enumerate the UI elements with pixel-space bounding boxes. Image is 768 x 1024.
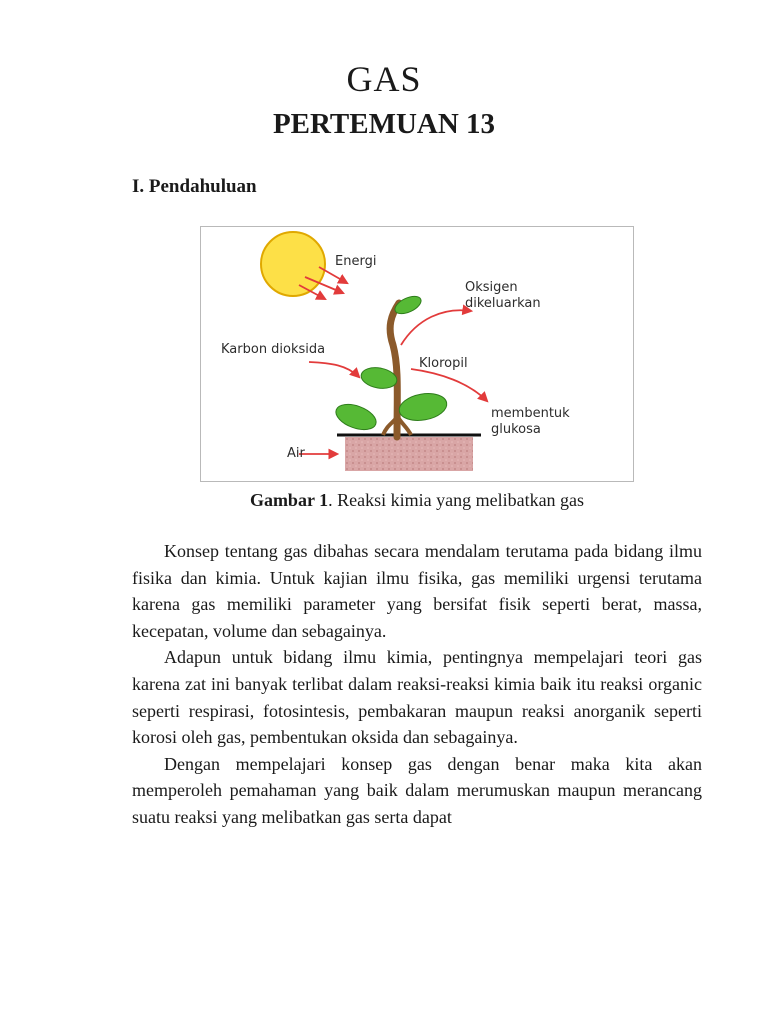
label-chlorophyll: Kloropil [419,356,468,371]
paragraph-2: Adapun untuk bidang ilmu kimia, pentingnya mempelajari teori gas karena zat ini banyak terlibat dalam reaksi-reaksi kimia baik itu reaksi organic seperti respirasi, fotosintesis, pembakaran maupun reaksi anorganik seperti korosi oleh gas, pembentukan oksida dan sebagainya. [132,647,702,748]
sun-icon [261,232,325,296]
soil [345,437,473,471]
label-carbon-dioxide: Karbon dioksida [221,342,326,357]
photosynthesis-diagram [201,227,633,481]
document-subtitle: PERTEMUAN 13 [272,108,496,140]
paragraph-1: Konsep tentang gas dibahas secara mendalam terutama pada bidang ilmu fisika dan kimia. Untuk kajian ilmu fisika, gas memiliki urgensi terutama karena gas memiliki parameter yang bersifat fisik seperti berat, massa, kecepatan, volume dan sebagainya. [132,541,702,641]
body-text [132,538,702,831]
label-water: Air [287,446,305,461]
label-glucose-line1: membentuk [491,406,570,421]
caption-label: Gambar 1 [249,490,329,510]
label-oxygen-line1: Oksigen [465,280,518,295]
paragraph-3: Dengan mempelajari konsep gas dengan benar maka kita akan memperoleh pemahaman yang baik dalam merumuskan maupun merancang suatu reaksi yang melibatkan gas serta dapat [132,753,702,827]
document-title: GAS [346,59,422,99]
section-heading: I. Pendahuluan [132,176,257,197]
plant-stem-icon [390,303,399,437]
photosynthesis-figure [200,226,634,482]
caption-text: . Reaksi kimia yang melibatkan gas [328,490,585,510]
label-glucose-line2: glukosa [491,422,541,437]
label-energy: Energi [335,254,377,269]
label-oxygen-line2: dikeluarkan [465,296,541,311]
figure-caption [0,490,768,511]
